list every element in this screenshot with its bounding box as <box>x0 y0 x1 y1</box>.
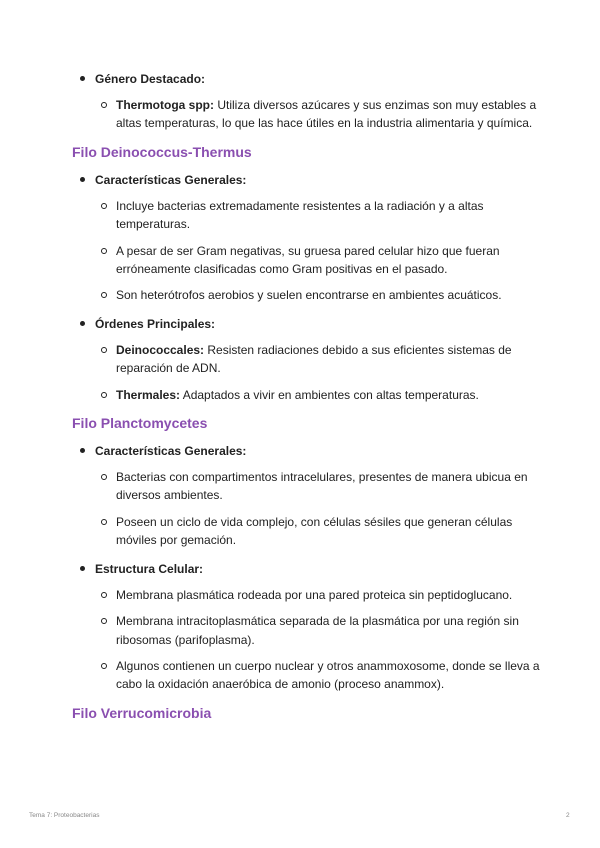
page-content <box>0 70 600 732</box>
list-item <box>95 341 600 378</box>
estructura-heading: Estructura Celular: <box>95 561 204 576</box>
genero-heading: Género Destacado: <box>95 72 206 86</box>
section-title-planctomycetes: Filo Planctomycetes <box>72 415 208 432</box>
list-item: Poseen un ciclo de vida complejo, con células sésiles que generan células móviles por gemación. <box>95 513 600 550</box>
list-item <box>95 96 600 133</box>
ordenes-heading: Órdenes Principales: <box>95 316 216 331</box>
item-text: Adaptados a vivir en ambientes con altas temperaturas. <box>180 387 479 402</box>
item-text: Resisten radiaciones debido a sus eficientes sistemas de reparación de ADN. <box>116 342 512 376</box>
section-title-deinococcus: Filo Deinococcus-Thermus <box>72 143 252 160</box>
planctomycetes-caracteristicas <box>0 442 600 550</box>
planctomycetes-estructura <box>0 560 600 694</box>
ordenes-sublist <box>95 341 600 404</box>
list-item: Membrana intracitoplasmática separada de la plasmática por una región sin ribosomas (parifoplasma). <box>95 612 600 649</box>
caracteristicas-sublist <box>95 468 600 550</box>
deinococcus-list <box>0 171 600 404</box>
caracteristicas-heading: Características Generales: <box>95 172 247 187</box>
caracteristicas-sublist <box>95 197 600 305</box>
estructura-sublist <box>95 586 600 694</box>
page-number: 2 <box>566 812 570 819</box>
list-item: Incluye bacterias extremadamente resistentes a la radiación y a altas temperaturas. <box>95 197 600 234</box>
planctomycetes-list <box>0 442 600 694</box>
list-item <box>95 386 600 404</box>
genero-item <box>0 70 600 133</box>
genero-sublist <box>95 96 600 133</box>
list-item: Membrana plasmática rodeada por una pared proteica sin peptidoglucano. <box>95 586 600 604</box>
term-thermotoga: Thermotoga spp: <box>116 98 214 112</box>
deinococcus-ordenes <box>0 315 600 404</box>
footer-title: Tema 7: Proteobacterias <box>29 812 100 819</box>
caracteristicas-heading: Características Generales: <box>95 444 247 459</box>
item-text: Utiliza diversos azúcares y sus enzimas son muy estables a altas temperaturas, lo que las hace útiles en la industria alimentaria y química. <box>116 98 537 131</box>
genero-list <box>0 70 600 133</box>
list-item: Algunos contienen un cuerpo nuclear y otros anammoxosome, donde se lleva a cabo la oxidación anaeróbica de amonio (proceso anammox). <box>95 657 600 694</box>
deinococcus-caracteristicas <box>0 171 600 305</box>
term-thermales: Thermales: <box>116 387 181 402</box>
list-item: Bacterias con compartimentos intracelulares, presentes de manera ubicua en diversos ambientes. <box>95 468 600 505</box>
list-item: A pesar de ser Gram negativas, su gruesa pared celular hizo que fueran erróneamente clasificadas como Gram positivas en el pasado. <box>95 242 600 279</box>
term-deinococcales: Deinococcales: <box>116 342 205 357</box>
section-title-verrucomicrobia: Filo Verrucomicrobia <box>72 704 212 721</box>
list-item: Son heterótrofos aerobios y suelen encontrarse en ambientes acuáticos. <box>95 286 600 304</box>
